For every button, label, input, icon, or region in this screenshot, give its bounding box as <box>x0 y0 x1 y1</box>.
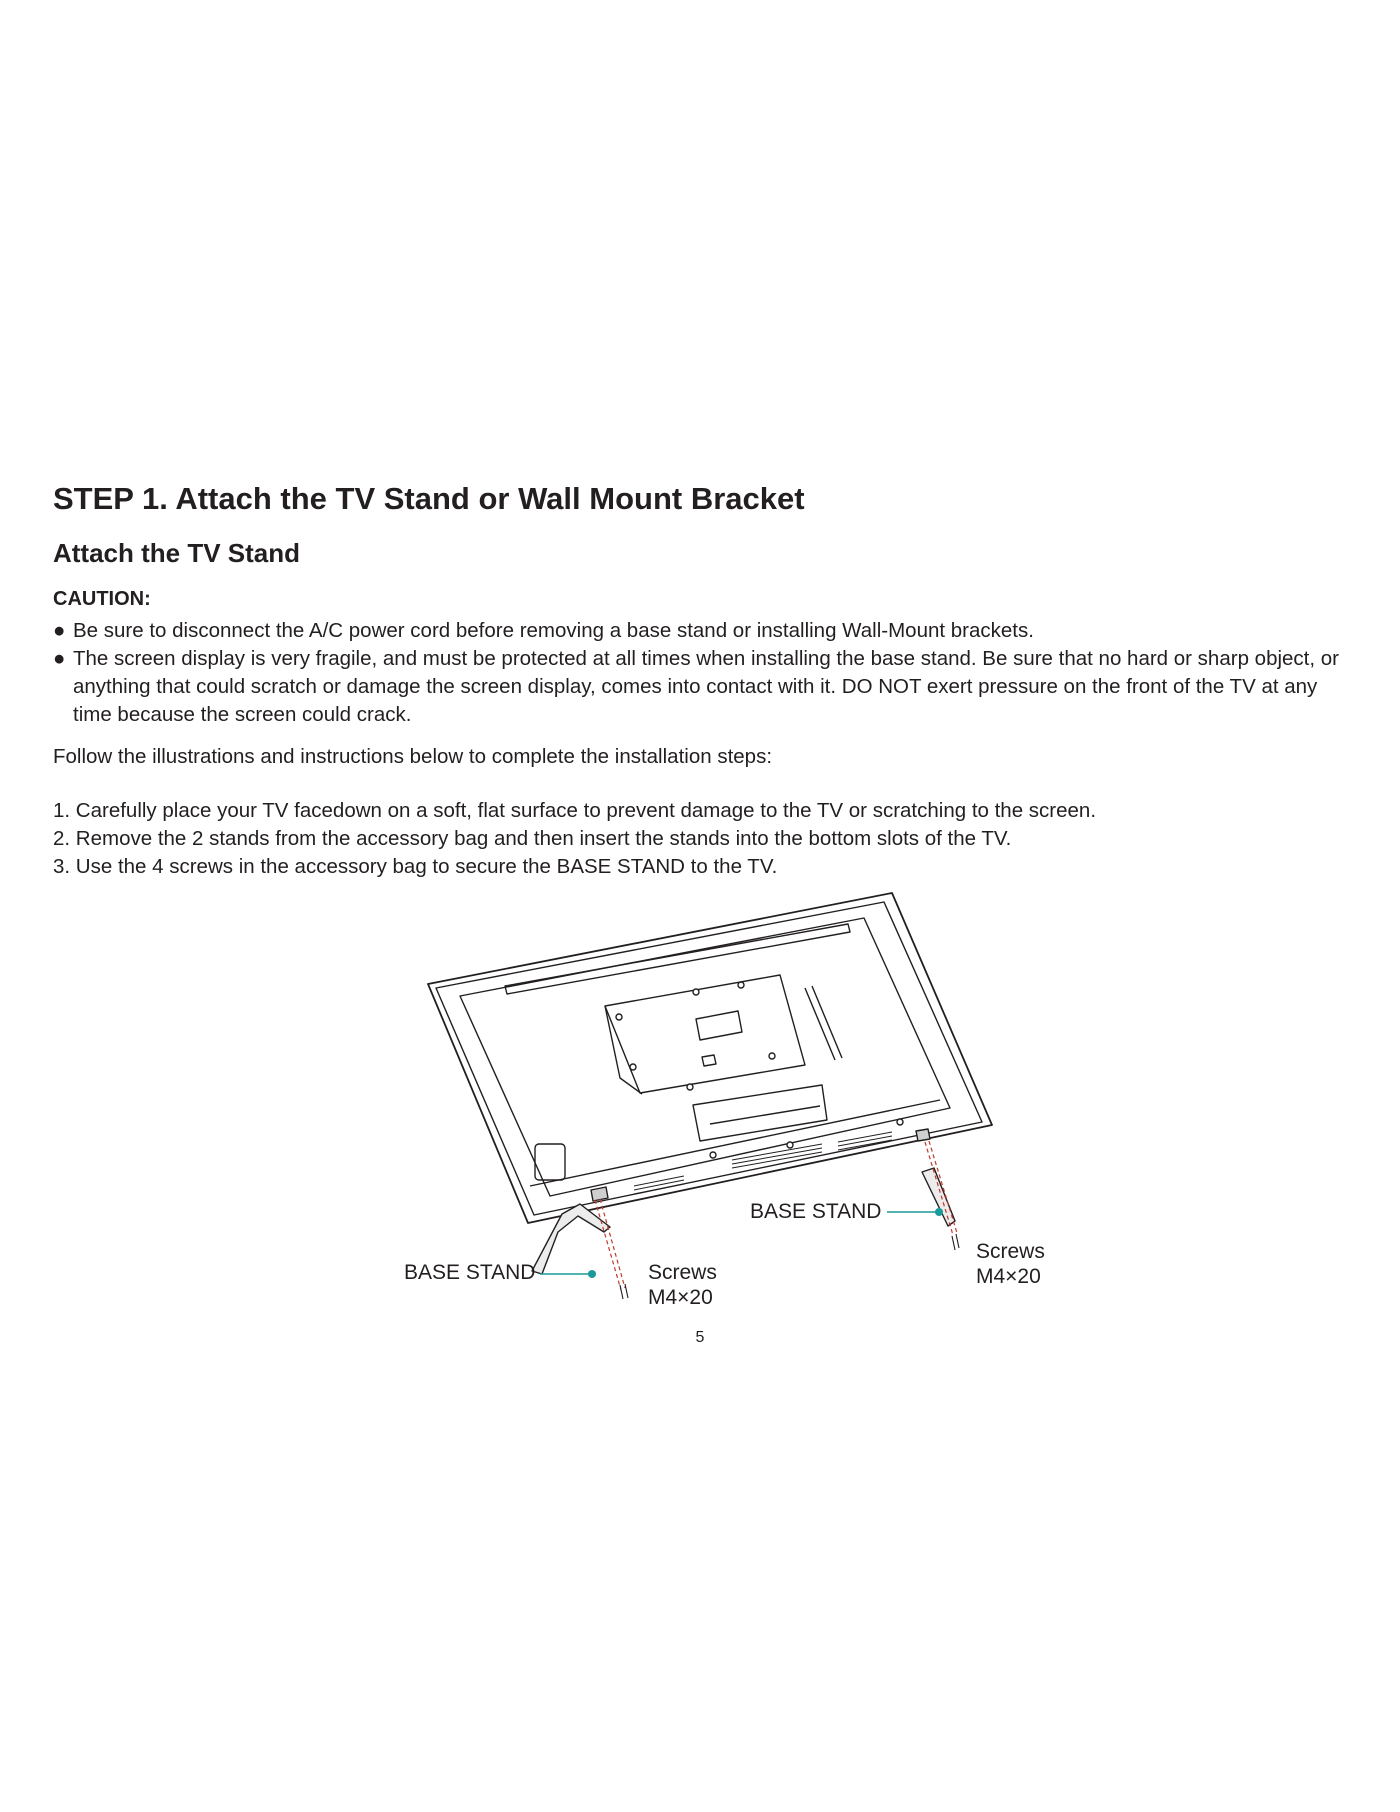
step-item: 2. Remove the 2 stands from the accessory bag and then insert the stands into the bottom slots of the TV. <box>53 827 1012 850</box>
bullet-icon: ● <box>53 647 66 670</box>
base-stand-label-right: BASE STAND <box>750 1200 882 1223</box>
bullet-icon: ● <box>53 619 66 642</box>
tv-back-illustration <box>380 880 1060 1320</box>
step-list <box>53 797 1096 881</box>
caution-item <box>53 645 1353 729</box>
page-number: 5 <box>695 1329 705 1346</box>
section-subheading: Attach the TV Stand <box>53 538 301 568</box>
caution-label: CAUTION: <box>53 588 151 610</box>
intro-text: Follow the illustrations and instructions below to complete the installation steps: <box>53 745 773 768</box>
caution-list <box>53 617 1353 729</box>
screws-label-right: Screws M4×20 <box>976 1240 1045 1288</box>
step-item: 3. Use the 4 screws in the accessory bag to secure the BASE STAND to the TV. <box>53 855 778 878</box>
base-stand-label-left: BASE STAND <box>404 1261 536 1284</box>
tv-stand-illustration <box>380 880 1060 1320</box>
caution-text: The screen display is very fragile, and must be protected at all times when installing the base stand. Be sure that no hard or sharp object, or anything that could scratch or damage the screen display, comes into contact with it. DO NOT exert pressure on the front of the TV at any time because the screen could crack. <box>73 647 1339 726</box>
caution-item <box>53 617 1353 645</box>
page-heading: STEP 1. Attach the TV Stand or Wall Mount Bracket <box>53 481 805 516</box>
screws-label-left: Screws M4×20 <box>648 1261 717 1309</box>
caution-text: Be sure to disconnect the A/C power cord before removing a base stand or installing Wall-Mount brackets. <box>73 619 1034 642</box>
step-item: 1. Carefully place your TV facedown on a soft, flat surface to prevent damage to the TV or scratching to the screen. <box>53 799 1097 822</box>
